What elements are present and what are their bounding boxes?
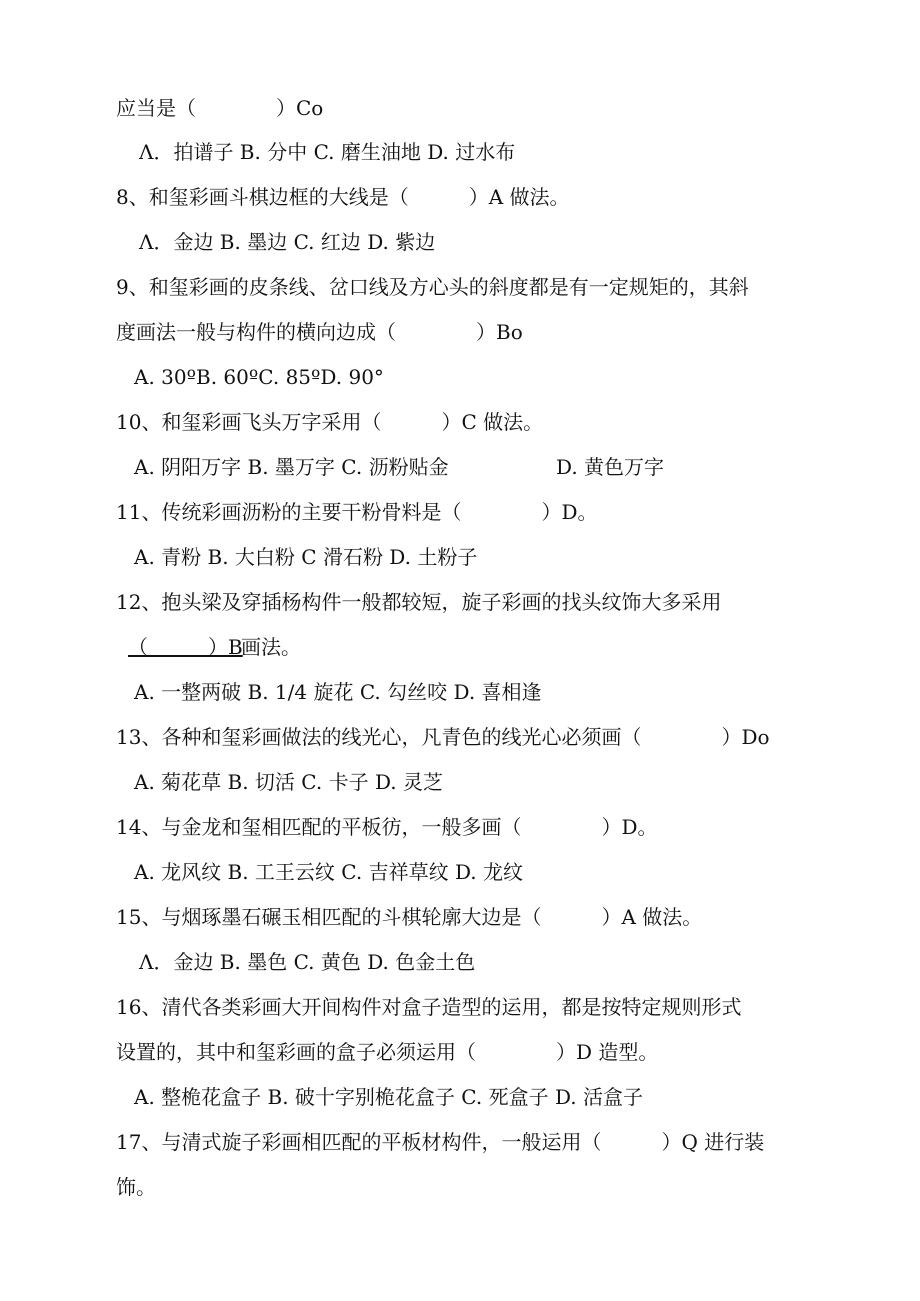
question-12-answer-blank: （ ）B [128,635,243,659]
question-13-options: A. 菊花草 B. 切活 C. 卡子 D. 灵芝 [134,770,443,794]
question-14-options: A. 龙风纹 B. 工王云纹 C. 吉祥草纹 D. 龙纹 [134,860,523,884]
question-12-line-1: 12、抱头梁及穿插杨构件一般都较短，旋子彩画的找头纹饰大多采用 [116,590,722,614]
question-12-line-2-tail: 画法。 [241,635,301,659]
question-16-line-1: 16、清代各类彩画大开间构件对盒子造型的运用，都是按特定规则形式 [116,995,742,1019]
question-16-options: A. 整桅花盒子 B. 破十字别桅花盒子 C. 死盒子 D. 活盒子 [134,1085,643,1109]
question-16-line-2: 设置的，其中和玺彩画的盒子必须运用（ ）D 造型。 [116,1040,659,1064]
question-9-line-2: 度画法一般与构件的横向边成（ ）Bo [116,320,523,344]
question-10-options-a-c: A. 阴阳万字 B. 墨万字 C. 沥粉贴金 [134,455,449,479]
question-9-line-1: 9、和玺彩画的皮条线、岔口线及方心头的斜度都是有一定规矩的，其斜 [116,275,749,299]
question-17-line-2: 饰。 [116,1175,156,1199]
question-15: 15、与烟琢墨石碾玉相匹配的斗棋轮廓大边是（ ）A 做法。 [116,905,703,929]
question-12-options: A. 一整两破 B. 1/4 旋花 C. 勾丝咬 D. 喜相逢 [134,680,542,704]
question-11-options: A. 青粉 B. 大白粉 C 滑石粉 D. 土粉子 [134,545,478,569]
question-7-options: Λ．拍谱子 B. 分中 C. 磨生油地 D. 过水布 [139,140,516,164]
question-10: 10、和玺彩画飞头万字采用（ ）C 做法。 [116,410,544,434]
question-7-continuation: 应当是（ ）Co [116,96,324,120]
question-9-options: A. 30ºB. 60ºC. 85ºD. 90° [134,365,384,389]
question-8: 8、和玺彩画斗棋边框的大线是（ ）A 做法。 [116,185,570,209]
question-15-options: Λ．金边 B. 墨色 C. 黄色 D. 色金土色 [139,950,476,974]
question-10-option-d: D. 黄色万字 [556,455,665,479]
question-14: 14、与金龙和玺相匹配的平板彷，一般多画（ ）D。 [116,815,658,839]
question-17-line-1: 17、与清式旋子彩画相匹配的平板材构件，一般运用（ ）Q 进行装 [116,1130,765,1154]
question-11: 11、传统彩画沥粉的主要干粉骨料是（ ）D。 [116,500,598,524]
question-8-options: Λ．金边 B. 墨边 C. 红边 D. 紫边 [139,230,436,254]
question-13: 13、各种和玺彩画做法的线光心，凡青色的线光心必须画（ ）Do [116,725,770,749]
